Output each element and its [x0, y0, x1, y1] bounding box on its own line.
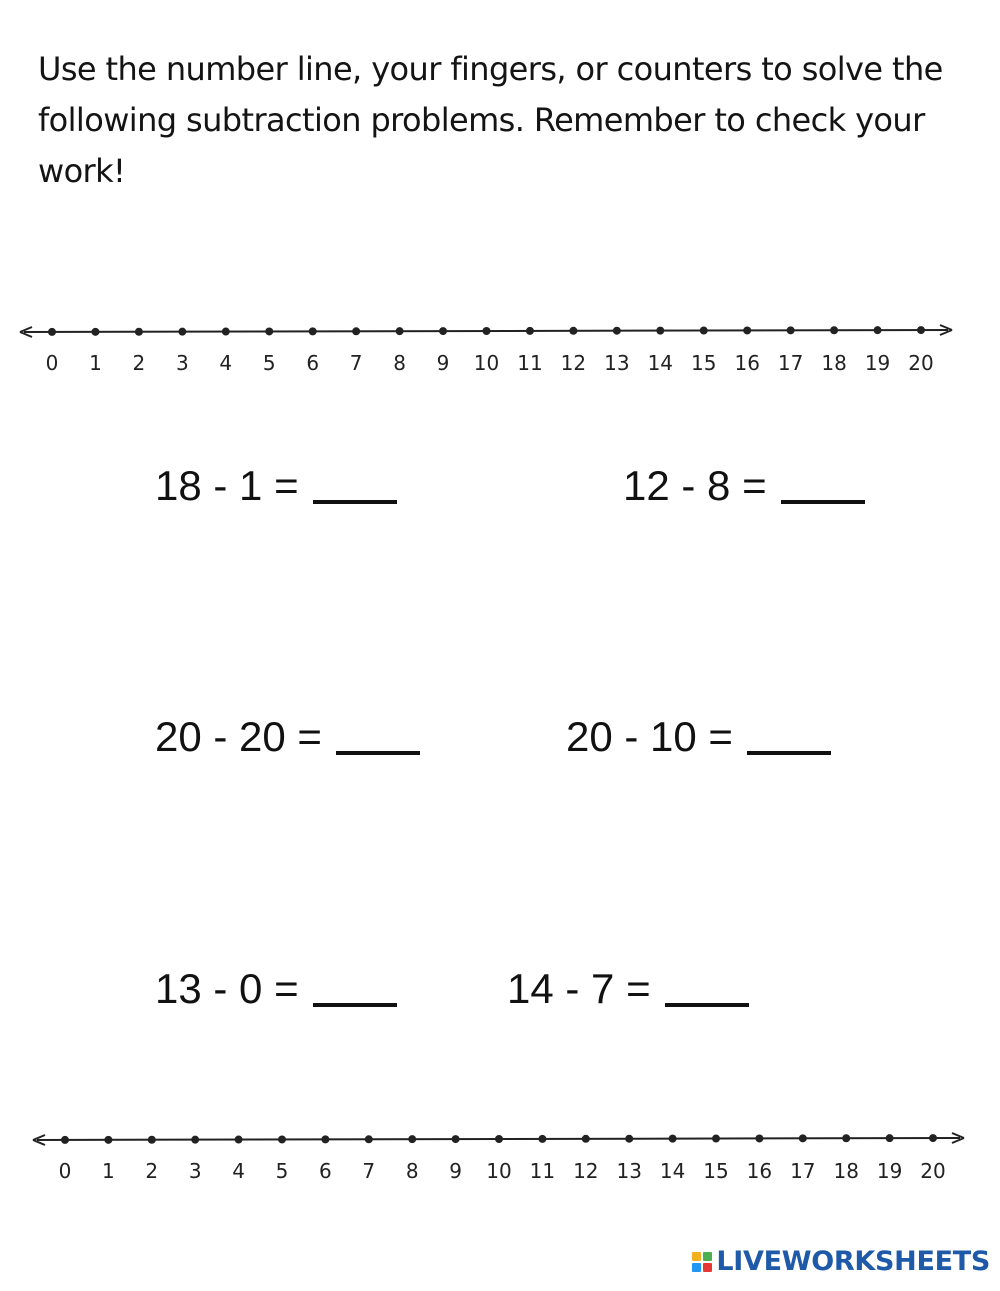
number-line-bottom-label-0: 0: [58, 1159, 72, 1183]
problem-6-expression: 14 - 7 =: [507, 965, 651, 1012]
number-line-top-label-3: 3: [175, 351, 189, 375]
number-line-bottom-label-17: 17: [790, 1159, 816, 1183]
number-line-top-label-4: 4: [219, 351, 233, 375]
problem-2-expression: 12 - 8 =: [623, 462, 767, 509]
number-line-top-label-19: 19: [864, 351, 891, 375]
number-line-bottom-tick-0: [61, 1136, 69, 1144]
number-line-bottom-label-7: 7: [362, 1159, 376, 1183]
number-line-bottom-tick-9: [452, 1135, 460, 1143]
problem-3-answer-blank[interactable]: [336, 751, 420, 755]
number-line-bottom-label-8: 8: [405, 1159, 419, 1183]
problem-2: [623, 462, 865, 510]
problem-1-expression: 18 - 1 =: [155, 462, 299, 509]
number-line-bottom-label-11: 11: [529, 1159, 556, 1183]
number-line-top-label-15: 15: [691, 351, 717, 375]
number-line-bottom-label-1: 1: [102, 1159, 115, 1183]
number-line-top: [0, 300, 1000, 380]
number-line-top-tick-3: [178, 328, 186, 336]
number-line-top-label-0: 0: [45, 351, 59, 375]
problem-4: [566, 713, 831, 761]
logo-square-3: [692, 1263, 701, 1272]
problem-1-answer-blank[interactable]: [313, 500, 397, 504]
number-line-bottom-tick-5: [278, 1135, 286, 1143]
problem-6-answer-blank[interactable]: [665, 1003, 749, 1007]
problem-5: [155, 965, 397, 1013]
number-line-bottom-label-6: 6: [319, 1159, 332, 1183]
number-line-top-tick-18: [830, 326, 838, 334]
logo-square-4: [703, 1263, 712, 1272]
number-line-top-tick-7: [352, 327, 360, 335]
number-line-bottom-tick-16: [755, 1134, 763, 1142]
number-line-top-label-10: 10: [473, 351, 500, 375]
number-line-bottom-tick-18: [842, 1134, 850, 1142]
number-line-top-tick-11: [526, 327, 534, 335]
number-line-top-tick-5: [265, 327, 273, 335]
liveworksheets-logo: [692, 1246, 990, 1277]
number-line-top-svg: [0, 300, 1000, 380]
number-line-bottom-label-13: 13: [616, 1159, 642, 1183]
number-line-bottom-label-3: 3: [188, 1159, 202, 1183]
number-line-bottom-label-20: 20: [920, 1159, 946, 1183]
number-line-top-tick-15: [700, 327, 708, 335]
number-line-bottom-tick-6: [321, 1135, 329, 1143]
number-line-bottom-label-9: 9: [449, 1159, 462, 1183]
number-line-bottom-tick-10: [495, 1135, 503, 1143]
number-line-top-tick-14: [656, 327, 664, 335]
number-line-bottom-tick-12: [582, 1135, 590, 1143]
number-line-bottom-tick-7: [365, 1135, 373, 1143]
number-line-bottom-tick-3: [191, 1136, 199, 1144]
number-line-bottom-label-4: 4: [232, 1159, 245, 1183]
number-line-top-label-1: 1: [89, 351, 102, 375]
liveworksheets-logo-text: LIVEWORKSHEETS: [716, 1246, 990, 1277]
number-line-top-label-5: 5: [262, 351, 276, 375]
problem-5-answer-blank[interactable]: [313, 1003, 397, 1007]
number-line-top-tick-6: [309, 327, 317, 335]
number-line-bottom-tick-19: [886, 1134, 894, 1142]
number-line-top-label-18: 18: [821, 351, 847, 375]
number-line-bottom-label-16: 16: [746, 1159, 773, 1183]
number-line-top-tick-1: [91, 328, 99, 336]
number-line-bottom-tick-14: [669, 1135, 677, 1143]
logo-square-1: [692, 1252, 701, 1261]
number-line-bottom-tick-8: [408, 1135, 416, 1143]
number-line-bottom-label-18: 18: [833, 1159, 859, 1183]
number-line-top-label-8: 8: [393, 351, 406, 375]
number-line-top-tick-8: [396, 327, 404, 335]
number-line-top-label-12: 12: [560, 351, 587, 375]
liveworksheets-logo-icon: [692, 1252, 712, 1272]
number-line-bottom-tick-17: [799, 1134, 807, 1142]
number-line-bottom-label-14: 14: [659, 1159, 686, 1183]
number-line-bottom-label-10: 10: [486, 1159, 512, 1183]
number-line-top-label-2: 2: [132, 351, 146, 375]
number-line-top-tick-2: [135, 328, 143, 336]
number-line-top-label-7: 7: [349, 351, 363, 375]
number-line-top-tick-4: [222, 328, 230, 336]
number-line-top-label-6: 6: [306, 351, 320, 375]
number-line-bottom-tick-4: [235, 1136, 243, 1144]
number-line-top-tick-16: [743, 326, 751, 334]
number-line-bottom-label-2: 2: [145, 1159, 159, 1183]
number-line-bottom-label-5: 5: [275, 1159, 289, 1183]
number-line-bottom-tick-1: [104, 1136, 112, 1144]
number-line-bottom-label-15: 15: [703, 1159, 729, 1183]
number-line-top-label-16: 16: [734, 351, 760, 375]
number-line-top-tick-12: [569, 327, 577, 335]
number-line-top-label-9: 9: [436, 351, 450, 375]
number-line-top-label-17: 17: [777, 351, 804, 375]
instructions-text: Use the number line, your fingers, or counters to solve the following subtraction problems. Remember to check your work!: [38, 50, 943, 190]
number-line-top-tick-13: [613, 327, 621, 335]
number-line-bottom-svg: [0, 1108, 1000, 1188]
number-line-bottom-label-12: 12: [573, 1159, 599, 1183]
number-line-top-tick-10: [483, 327, 491, 335]
number-line-top-label-13: 13: [604, 351, 630, 375]
number-line-top-label-20: 20: [908, 351, 934, 375]
number-line-bottom-label-19: 19: [876, 1159, 903, 1183]
number-line-top-tick-0: [48, 328, 56, 336]
problem-4-expression: 20 - 10 =: [566, 713, 733, 760]
logo-square-2: [703, 1252, 712, 1261]
problem-3-expression: 20 - 20 =: [155, 713, 322, 760]
number-line-bottom: [0, 1108, 1000, 1188]
problem-5-expression: 13 - 0 =: [155, 965, 299, 1012]
number-line-bottom-tick-15: [712, 1135, 720, 1143]
number-line-top-tick-9: [439, 327, 447, 335]
problem-6: [507, 965, 749, 1013]
number-line-top-tick-19: [874, 326, 882, 334]
problem-3: [155, 713, 420, 761]
number-line-top-label-11: 11: [517, 351, 543, 375]
problem-1: [155, 462, 397, 510]
problem-2-answer-blank[interactable]: [781, 500, 865, 504]
number-line-bottom-tick-20: [929, 1134, 937, 1142]
problem-4-answer-blank[interactable]: [747, 751, 831, 755]
number-line-bottom-tick-11: [538, 1135, 546, 1143]
number-line-top-label-14: 14: [647, 351, 674, 375]
number-line-bottom-tick-2: [148, 1136, 156, 1144]
number-line-top-tick-17: [787, 326, 795, 334]
number-line-bottom-tick-13: [625, 1135, 633, 1143]
number-line-top-tick-20: [917, 326, 925, 334]
